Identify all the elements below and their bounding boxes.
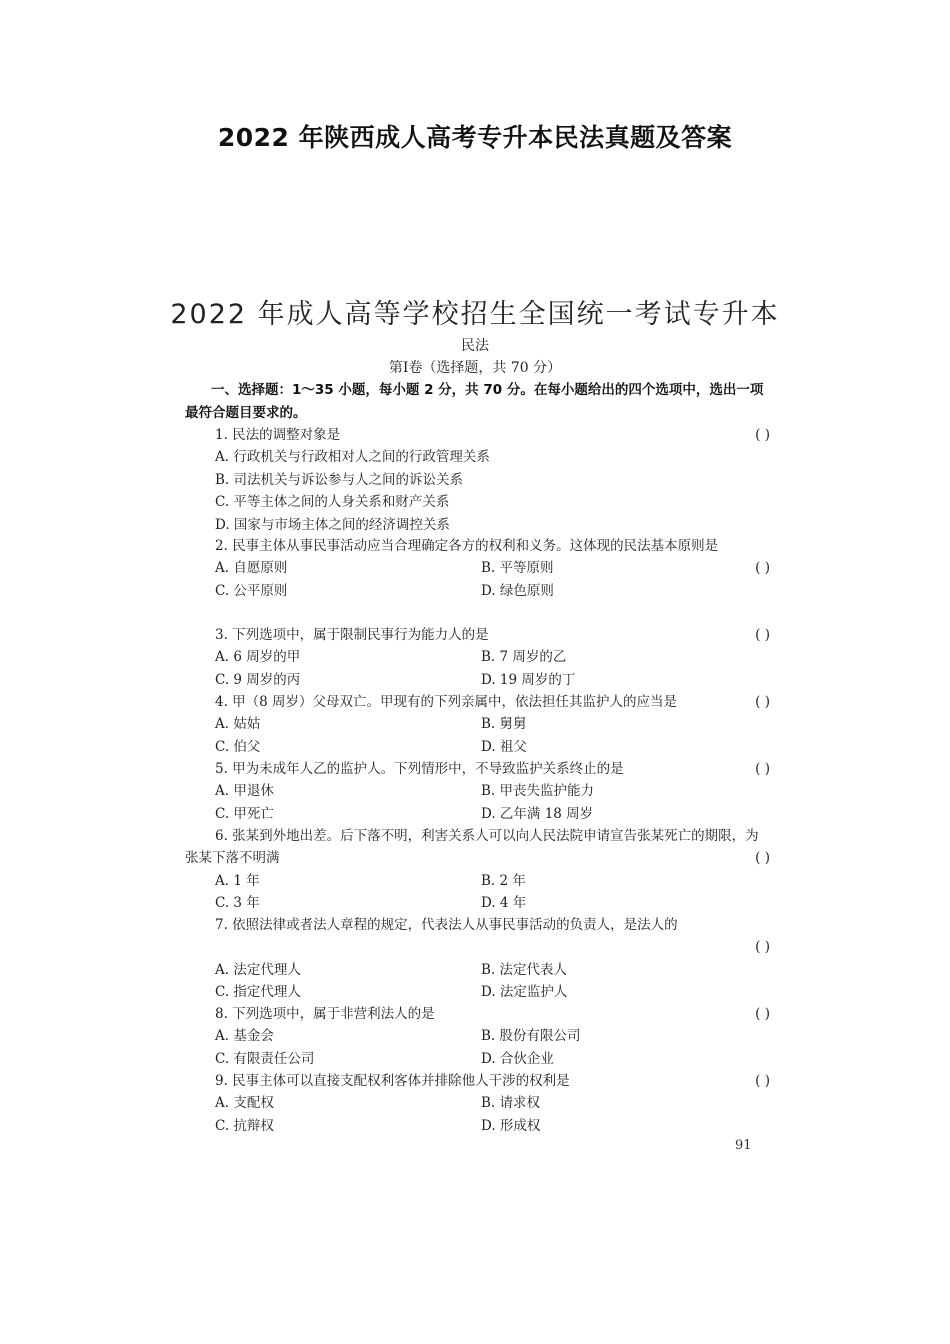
option-a: A. 姑姑 xyxy=(215,716,261,733)
option-b: B. 2 年 xyxy=(481,872,526,889)
answer-bracket: ( ) xyxy=(755,694,770,710)
option-d: D. 法定监护人 xyxy=(481,984,568,1001)
option-b: B. 舅舅 xyxy=(481,716,527,733)
answer-bracket: ( ) xyxy=(755,627,770,643)
question-stem: 6. 张某到外地出差。后下落不明，利害关系人可以向人民法院申请宣告张某死亡的期限，为张某下落不明满 xyxy=(185,828,759,867)
question-4 xyxy=(185,691,770,758)
option-a: A. 自愿原则 xyxy=(215,560,288,577)
option-c: C. 平等主体之间的人身关系和财产关系 xyxy=(215,494,450,511)
option-d: D. 祖父 xyxy=(481,738,527,755)
option-b: B. 股份有限公司 xyxy=(481,1028,581,1045)
answer-bracket: ( ) xyxy=(755,427,770,443)
option-c: C. 9 周岁的丙 xyxy=(215,671,301,688)
option-c: C. 甲死亡 xyxy=(215,805,274,822)
question-stem: 5. 甲为未成年人乙的监护人。下列情形中，不导致监护关系终止的是 xyxy=(215,761,624,777)
question-stem: 7. 依照法律或者法人章程的规定，代表法人从事民事活动的负责人，是法人的 xyxy=(215,917,678,933)
answer-bracket: ( ) xyxy=(755,761,770,777)
option-c: C. 指定代理人 xyxy=(215,984,301,1001)
document-title: 2022 年陕西成人高考专升本民法真题及答案 xyxy=(217,123,733,152)
question-stem: 8. 下列选项中，属于非营利法人的是 xyxy=(215,1006,435,1022)
option-b: B. 请求权 xyxy=(481,1095,541,1112)
question-9 xyxy=(185,1070,770,1137)
question-stem: 4. 甲（8 周岁）父母双亡。甲现有的下列亲属中，依法担任其监护人的应当是 xyxy=(215,694,678,710)
answer-bracket: ( ) xyxy=(755,850,770,867)
option-a: A. 甲退休 xyxy=(215,783,274,800)
question-stem: 9. 民事主体可以直接支配权利客体并排除他人干涉的权利是 xyxy=(215,1073,570,1089)
option-c: C. 抗辩权 xyxy=(215,1117,274,1134)
option-d: D. 形成权 xyxy=(481,1117,541,1134)
page-number: 91 xyxy=(735,1138,752,1153)
exam-title: 2022 年成人高等学校招生全国统一考试专升本 xyxy=(170,299,780,330)
question-stem: 2. 民事主体从事民事活动应当合理确定各方的权利和义务。这体现的民法基本原则是 xyxy=(215,538,719,554)
option-b: B. 甲丧失监护能力 xyxy=(481,783,595,800)
option-b: B. 法定代表人 xyxy=(481,961,568,978)
question-7 xyxy=(185,914,770,1004)
option-b: B. 7 周岁的乙 xyxy=(481,649,567,666)
option-a: A. 法定代理人 xyxy=(215,961,301,978)
option-a: A. 1 年 xyxy=(215,872,260,889)
question-5 xyxy=(185,758,770,825)
answer-bracket: ( ) xyxy=(755,1006,770,1022)
option-c: C. 3 年 xyxy=(215,895,260,912)
option-a: A. 支配权 xyxy=(215,1095,274,1112)
option-d: D. 国家与市场主体之间的经济调控关系 xyxy=(215,516,450,533)
option-d: D. 乙年满 18 周岁 xyxy=(481,805,594,822)
answer-bracket: ( ) xyxy=(755,939,770,956)
option-d: D. 4 年 xyxy=(481,895,527,912)
option-c: C. 公平原则 xyxy=(215,582,288,599)
option-b: B. 平等原则 xyxy=(481,560,554,577)
instructions: 一、选择题：1～35 小题，每小题 2 分，共 70 分。在每小题给出的四个选项中，选出一项最符合题目要求的。 xyxy=(185,382,764,421)
option-c: C. 伯父 xyxy=(215,738,261,755)
answer-bracket: ( ) xyxy=(755,560,770,577)
question-3 xyxy=(185,624,770,691)
option-c: C. 有限责任公司 xyxy=(215,1050,315,1067)
option-d: D. 绿色原则 xyxy=(481,582,554,599)
question-stem: 3. 下列选项中，属于限制民事行为能力人的是 xyxy=(215,627,489,643)
option-a: A. 6 周岁的甲 xyxy=(215,649,301,666)
option-b: B. 司法机关与诉讼参与人之间的诉讼关系 xyxy=(215,471,464,488)
option-a: A. 基金会 xyxy=(215,1028,274,1045)
section-heading: 第Ⅰ卷（选择题，共 70 分） xyxy=(388,360,562,376)
option-a: A. 行政机关与行政相对人之间的行政管理关系 xyxy=(215,449,490,466)
question-6 xyxy=(185,825,770,915)
question-2 xyxy=(185,535,770,602)
question-stem: 1. 民法的调整对象是 xyxy=(215,427,341,443)
option-d: D. 合伙企业 xyxy=(481,1050,554,1067)
answer-bracket: ( ) xyxy=(755,1073,770,1089)
question-1 xyxy=(185,424,770,536)
subject-label: 民法 xyxy=(461,338,489,354)
question-8 xyxy=(185,1003,770,1070)
option-d: D. 19 周岁的丁 xyxy=(481,671,576,688)
